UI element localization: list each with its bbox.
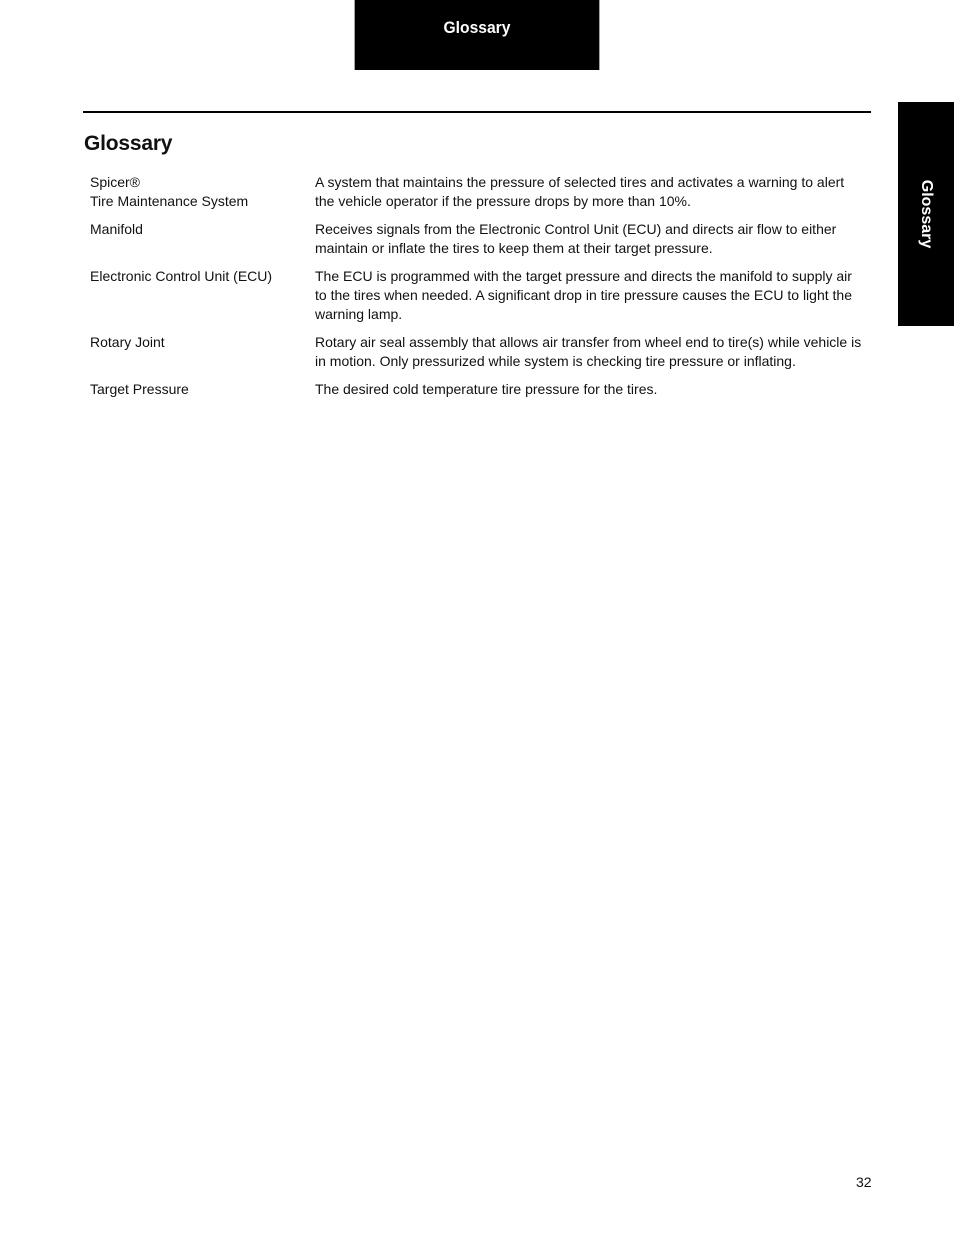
glossary-term: Target Pressure — [90, 381, 189, 397]
header-section-label: Glossary — [443, 18, 511, 37]
glossary-list — [90, 173, 865, 408]
glossary-term: Electronic Control Unit (ECU) — [90, 268, 273, 284]
glossary-entry — [90, 267, 865, 324]
side-section-tab — [898, 102, 954, 326]
glossary-term: Rotary Joint — [90, 334, 165, 350]
page-number: 32 — [856, 1174, 872, 1190]
glossary-entry — [90, 380, 865, 399]
glossary-definition: Rotary air seal assembly that allows air transfer from wheel end to tire(s) while vehicle is in motion. Only pressurized while system is checking tire pressure or inflating. — [315, 334, 862, 369]
title-divider — [83, 111, 871, 113]
side-section-label: Glossary — [918, 179, 935, 249]
glossary-entry — [90, 220, 865, 258]
header-section-tab — [355, 0, 600, 70]
glossary-definition: The ECU is programmed with the target pressure and directs the manifold to supply air to the tires when needed. A significant drop in tire pressure causes the ECU to light the warning lamp. — [315, 268, 852, 322]
page-title: Glossary — [84, 132, 173, 155]
glossary-term: Manifold — [90, 221, 143, 237]
glossary-definition: Receives signals from the Electronic Control Unit (ECU) and directs air flow to either maintain or inflate the tires to keep them at their target pressure. — [315, 221, 837, 256]
glossary-entry — [90, 173, 865, 211]
glossary-definition: A system that maintains the pressure of selected tires and activates a warning to alert the vehicle operator if the pressure drops by more than 10%. — [315, 174, 845, 209]
glossary-term: Spicer® Tire Maintenance System — [90, 174, 249, 209]
glossary-entry — [90, 333, 865, 371]
glossary-definition: The desired cold temperature tire pressure for the tires. — [315, 381, 658, 397]
